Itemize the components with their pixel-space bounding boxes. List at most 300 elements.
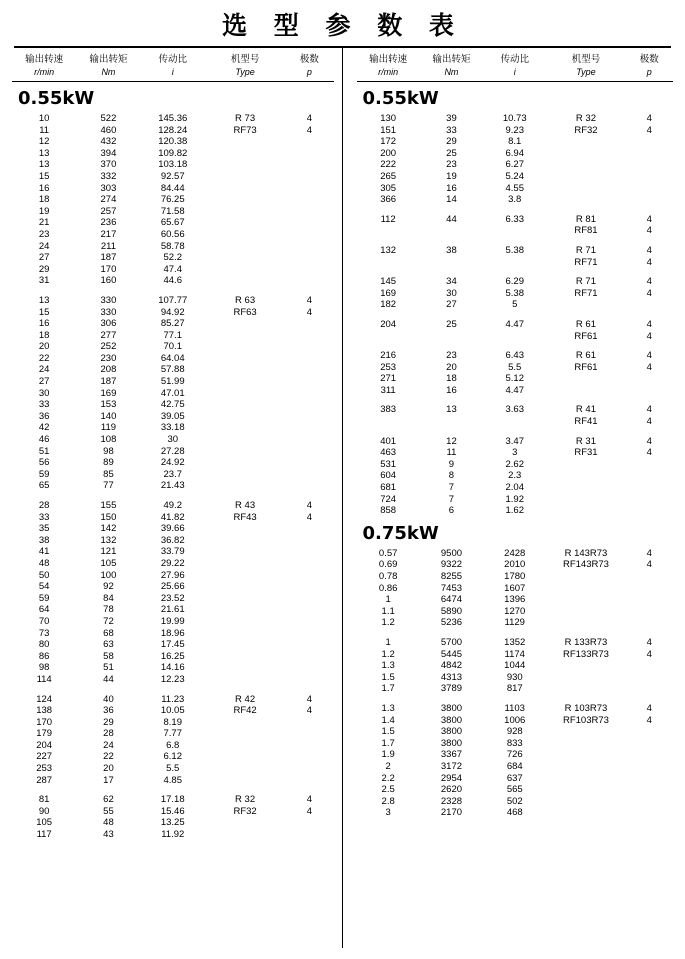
cell-ratio: 27.28 bbox=[160, 445, 185, 457]
cell-output-torque: 30 bbox=[446, 287, 457, 299]
group-spacer-cell bbox=[357, 268, 674, 276]
cell-output-torque: 43 bbox=[103, 829, 114, 841]
cell-poles bbox=[285, 159, 333, 171]
cell-type: R 32 bbox=[235, 794, 256, 806]
table-row bbox=[12, 148, 334, 160]
table-row bbox=[357, 136, 674, 148]
cell-ratio: 57.88 bbox=[160, 364, 185, 376]
cell-ratio: 76.25 bbox=[160, 194, 185, 206]
cell-ratio: 10.05 bbox=[160, 705, 185, 717]
cell-ratio: 21.61 bbox=[160, 604, 185, 616]
cell-poles bbox=[626, 373, 673, 385]
cell-poles: 4 bbox=[306, 693, 313, 705]
cell-output-torque: 3172 bbox=[440, 760, 463, 772]
cell-output-speed: 265 bbox=[380, 170, 397, 182]
cell-ratio: 94.92 bbox=[160, 306, 185, 318]
cell-poles bbox=[285, 546, 333, 558]
cell-output-torque: 6 bbox=[448, 505, 455, 517]
cell-poles bbox=[285, 674, 333, 686]
cell-ratio: 17.45 bbox=[160, 639, 185, 651]
header-unit-type: Type bbox=[576, 67, 596, 77]
cell-output-torque: 522 bbox=[100, 113, 117, 124]
cell-type: R 32 bbox=[575, 113, 596, 124]
cell-ratio: 6.27 bbox=[505, 159, 524, 171]
cell-type bbox=[205, 817, 285, 829]
cell-output-torque: 211 bbox=[100, 240, 117, 252]
cell-output-speed: 271 bbox=[380, 373, 397, 385]
cell-output-speed: 1.3 bbox=[381, 660, 395, 672]
cell-output-speed: 858 bbox=[380, 505, 397, 517]
page-title-wrap bbox=[12, 0, 673, 44]
cell-poles: 4 bbox=[646, 213, 652, 225]
cell-output-torque: 40 bbox=[103, 693, 114, 705]
cell-output-torque bbox=[420, 225, 483, 237]
cell-type: R 103R73 bbox=[564, 702, 608, 714]
cell-output-torque: 89 bbox=[103, 457, 114, 469]
header-unit-i: i bbox=[171, 67, 174, 77]
table-row bbox=[357, 245, 674, 257]
cell-output-speed: 366 bbox=[380, 194, 397, 206]
table-row bbox=[12, 751, 334, 763]
group-spacer bbox=[357, 311, 674, 319]
header-output-speed: 输出转速 bbox=[369, 54, 408, 65]
table-row bbox=[12, 330, 334, 342]
cell-output-torque: 55 bbox=[103, 805, 114, 817]
cell-ratio: 1.62 bbox=[505, 505, 524, 517]
cell-type: RF32 bbox=[233, 805, 257, 817]
cell-poles: 4 bbox=[646, 559, 652, 571]
cell-ratio: 128.24 bbox=[158, 124, 188, 136]
cell-poles bbox=[285, 229, 333, 241]
cell-output-torque: 98 bbox=[103, 445, 114, 457]
cell-output-torque: 236 bbox=[100, 217, 117, 229]
cell-output-torque: 92 bbox=[103, 581, 114, 593]
table-row bbox=[12, 570, 334, 582]
table-row bbox=[12, 639, 334, 651]
cell-type bbox=[205, 469, 285, 481]
cell-poles bbox=[285, 136, 333, 148]
cell-output-torque: 153 bbox=[100, 399, 117, 411]
cell-poles bbox=[285, 241, 333, 253]
cell-output-speed: 130 bbox=[380, 113, 397, 124]
cell-poles: 4 bbox=[646, 361, 652, 373]
cell-poles bbox=[285, 446, 333, 458]
cell-output-speed: 253 bbox=[380, 361, 397, 373]
header-unit-rpm: r/min bbox=[378, 67, 399, 77]
header-poles: 极数 bbox=[299, 54, 319, 65]
table-row bbox=[357, 761, 674, 773]
cell-ratio: 36.82 bbox=[160, 534, 185, 546]
table-row bbox=[357, 606, 674, 618]
table-row bbox=[12, 728, 334, 740]
cell-ratio: 51.99 bbox=[160, 376, 185, 388]
cell-type: RF63 bbox=[233, 306, 257, 318]
cell-poles: 4 bbox=[646, 404, 652, 416]
cell-output-speed: 33 bbox=[38, 399, 50, 411]
table-row bbox=[357, 784, 674, 796]
cell-output-torque: 330 bbox=[100, 306, 117, 318]
table-row bbox=[357, 447, 674, 459]
cell-output-torque: 142 bbox=[100, 523, 117, 535]
cell-output-torque: 20 bbox=[446, 361, 457, 373]
table-row bbox=[12, 651, 334, 663]
cell-output-torque: 217 bbox=[100, 228, 117, 240]
table-row bbox=[357, 559, 674, 571]
cell-output-torque: 3789 bbox=[440, 683, 463, 695]
cell-ratio: 19.99 bbox=[160, 615, 185, 627]
cell-type: R 73 bbox=[235, 113, 256, 124]
cell-type bbox=[205, 264, 285, 276]
cell-ratio: 502 bbox=[506, 795, 523, 807]
cell-poles bbox=[285, 651, 333, 663]
cell-type bbox=[205, 674, 285, 686]
cell-poles bbox=[626, 672, 673, 684]
cell-output-speed: 151 bbox=[380, 124, 397, 136]
cell-output-torque: 2620 bbox=[440, 784, 463, 796]
cell-ratio: 3 bbox=[512, 447, 518, 459]
cell-output-speed: 463 bbox=[380, 447, 397, 459]
cell-ratio: 23.7 bbox=[163, 468, 182, 480]
table-row bbox=[357, 571, 674, 583]
cell-output-speed: 20 bbox=[38, 341, 50, 353]
table-row bbox=[357, 416, 674, 428]
cell-poles bbox=[626, 683, 673, 695]
cell-type: R 81 bbox=[575, 213, 596, 225]
cell-poles bbox=[285, 388, 333, 400]
cell-output-speed: 19 bbox=[38, 205, 50, 217]
table-row bbox=[357, 617, 674, 629]
cell-output-speed: 73 bbox=[38, 627, 50, 639]
table-row bbox=[12, 136, 334, 148]
cell-type bbox=[205, 229, 285, 241]
group-spacer bbox=[12, 287, 334, 295]
cell-ratio: 3.47 bbox=[505, 435, 524, 447]
cell-poles bbox=[285, 434, 333, 446]
cell-output-speed: 48 bbox=[38, 557, 50, 569]
cell-output-torque: 77 bbox=[103, 480, 114, 492]
cell-output-speed: 1.7 bbox=[381, 737, 395, 749]
cell-output-torque: 16 bbox=[446, 384, 457, 396]
cell-type bbox=[205, 171, 285, 183]
cell-output-torque: 3367 bbox=[440, 749, 463, 761]
cell-output-speed: 117 bbox=[36, 829, 52, 841]
header-unit-p: p bbox=[306, 67, 312, 77]
cell-poles bbox=[285, 330, 333, 342]
cell-ratio: 7.77 bbox=[163, 728, 182, 740]
cell-type bbox=[205, 581, 285, 593]
cell-output-speed: 24 bbox=[38, 364, 50, 376]
cell-output-speed: 724 bbox=[380, 493, 397, 505]
cell-type bbox=[546, 385, 625, 397]
cell-output-torque: 23 bbox=[446, 159, 457, 171]
cell-type bbox=[546, 784, 625, 796]
cell-type: R 71 bbox=[575, 276, 596, 288]
cell-poles bbox=[285, 422, 333, 434]
cell-poles: 4 bbox=[646, 416, 652, 428]
cell-ratio: 3.8 bbox=[508, 194, 522, 206]
cell-ratio: 70.1 bbox=[163, 341, 182, 353]
cell-type: RF43 bbox=[233, 511, 257, 523]
group-spacer-cell bbox=[12, 686, 334, 694]
cell-poles: 4 bbox=[306, 113, 313, 124]
cell-output-speed: 253 bbox=[36, 763, 53, 775]
cell-type: RF103R73 bbox=[562, 714, 609, 726]
cell-poles bbox=[285, 581, 333, 593]
cell-output-speed: 138 bbox=[36, 705, 53, 717]
cell-output-speed: 90 bbox=[38, 805, 50, 817]
cell-ratio: 84.44 bbox=[160, 182, 185, 194]
table-row bbox=[357, 183, 674, 195]
group-spacer bbox=[357, 237, 674, 245]
cell-type bbox=[205, 341, 285, 353]
header-type: 机型号 bbox=[230, 54, 260, 65]
cell-ratio: 930 bbox=[506, 671, 523, 683]
cell-type bbox=[205, 662, 285, 674]
cell-type bbox=[546, 459, 625, 471]
cell-type bbox=[205, 558, 285, 570]
group-spacer bbox=[357, 396, 674, 404]
table-row bbox=[12, 206, 334, 218]
cell-output-speed: 170 bbox=[36, 716, 53, 728]
cell-ratio: 49.2 bbox=[163, 500, 182, 511]
group-spacer bbox=[357, 629, 674, 637]
table-row bbox=[12, 705, 334, 717]
cell-output-torque: 85 bbox=[103, 468, 114, 480]
cell-poles: 4 bbox=[306, 500, 313, 511]
cell-ratio: 107.77 bbox=[158, 294, 188, 306]
cell-type bbox=[205, 318, 285, 330]
group-spacer-cell bbox=[357, 695, 674, 703]
cell-type bbox=[205, 775, 285, 787]
cell-poles bbox=[285, 829, 333, 841]
cell-type bbox=[205, 604, 285, 616]
right-power-label-2: 0.75kW bbox=[362, 522, 439, 544]
group-spacer bbox=[357, 428, 674, 436]
cell-output-torque: 34 bbox=[446, 276, 457, 288]
cell-type bbox=[546, 583, 625, 595]
header-ratio: 传动比 bbox=[158, 54, 187, 65]
cell-ratio: 5.12 bbox=[505, 373, 524, 385]
cell-output-torque: 252 bbox=[100, 341, 117, 353]
cell-output-speed: 18 bbox=[38, 329, 50, 341]
cell-type bbox=[546, 617, 625, 629]
table-row bbox=[12, 183, 334, 195]
cell-poles bbox=[285, 570, 333, 582]
cell-output-torque bbox=[420, 416, 483, 428]
table-row bbox=[12, 388, 334, 400]
cell-type: RF41 bbox=[574, 416, 598, 428]
cell-ratio: 9.23 bbox=[505, 124, 524, 136]
cell-type: R 41 bbox=[575, 404, 596, 416]
cell-ratio bbox=[483, 225, 546, 237]
cell-output-torque: 303 bbox=[100, 182, 117, 194]
cell-ratio: 6.33 bbox=[505, 213, 524, 225]
cell-ratio: 4.47 bbox=[505, 384, 524, 396]
cell-output-speed: 1.2 bbox=[381, 648, 395, 660]
cell-type bbox=[546, 761, 625, 773]
cell-ratio: 2010 bbox=[504, 559, 526, 571]
cell-poles bbox=[285, 217, 333, 229]
cell-type bbox=[205, 829, 285, 841]
cell-type bbox=[546, 807, 625, 819]
cell-output-torque: 13 bbox=[446, 404, 457, 416]
cell-output-speed: 1 bbox=[385, 636, 391, 648]
header-unit-nm: Nm bbox=[444, 67, 459, 77]
cell-output-torque: 132 bbox=[100, 534, 117, 546]
cell-ratio: 23.52 bbox=[160, 592, 185, 604]
cell-poles bbox=[285, 662, 333, 674]
cell-type bbox=[205, 399, 285, 411]
table-row bbox=[12, 307, 334, 319]
cell-ratio: 5.38 bbox=[505, 244, 524, 256]
cell-ratio: 60.56 bbox=[160, 228, 185, 240]
cell-poles: 4 bbox=[306, 805, 313, 817]
table-row bbox=[357, 373, 674, 385]
table-row bbox=[12, 264, 334, 276]
cell-ratio: 30 bbox=[167, 434, 179, 446]
cell-type: R 61 bbox=[575, 318, 596, 330]
cell-ratio: 29.22 bbox=[160, 557, 185, 569]
group-spacer-cell bbox=[357, 206, 674, 214]
cell-ratio: 5.5 bbox=[166, 763, 180, 775]
table-row bbox=[357, 171, 674, 183]
cell-output-torque: 230 bbox=[100, 352, 117, 364]
table-row bbox=[357, 319, 674, 331]
table-row bbox=[12, 480, 334, 492]
cell-output-torque: 370 bbox=[100, 159, 117, 171]
cell-output-torque: 9322 bbox=[440, 559, 463, 571]
cell-type bbox=[205, 546, 285, 558]
cell-type bbox=[205, 159, 285, 171]
table-row bbox=[357, 214, 674, 226]
cell-poles bbox=[626, 796, 673, 808]
cell-output-speed: 105 bbox=[36, 817, 53, 829]
group-spacer-cell bbox=[12, 492, 334, 500]
cell-output-speed: 114 bbox=[36, 673, 52, 685]
cell-output-speed: 15 bbox=[38, 306, 50, 318]
cell-output-speed: 0.69 bbox=[378, 559, 398, 571]
cell-output-speed: 383 bbox=[380, 404, 397, 416]
cell-output-speed: 65 bbox=[38, 480, 50, 492]
table-row bbox=[12, 694, 334, 706]
cell-output-speed: 13 bbox=[38, 294, 50, 306]
cell-output-torque: 208 bbox=[100, 364, 117, 376]
cell-type bbox=[546, 738, 625, 750]
table-row bbox=[12, 806, 334, 818]
cell-output-speed: 1.5 bbox=[381, 726, 395, 738]
cell-ratio: 1607 bbox=[504, 582, 526, 594]
cell-type bbox=[205, 364, 285, 376]
cell-output-torque: 39 bbox=[446, 113, 457, 124]
cell-output-torque: 3800 bbox=[440, 737, 463, 749]
cell-ratio: 565 bbox=[506, 784, 523, 796]
cell-output-torque: 9500 bbox=[440, 547, 463, 559]
cell-type bbox=[546, 672, 625, 684]
cell-output-speed: 1.2 bbox=[381, 617, 395, 629]
cell-poles bbox=[626, 784, 673, 796]
cell-ratio: 833 bbox=[506, 737, 523, 749]
cell-ratio: 3.63 bbox=[505, 404, 524, 416]
cell-ratio: 21.43 bbox=[160, 480, 185, 492]
cell-output-speed bbox=[357, 416, 420, 428]
table-row bbox=[357, 470, 674, 482]
cell-output-torque: 4842 bbox=[440, 660, 463, 672]
table-row bbox=[12, 434, 334, 446]
cell-type bbox=[205, 717, 285, 729]
cell-poles bbox=[285, 593, 333, 605]
cell-type bbox=[205, 616, 285, 628]
cell-output-speed: 287 bbox=[36, 774, 53, 786]
cell-type bbox=[546, 470, 625, 482]
cell-output-speed: 27 bbox=[38, 376, 50, 388]
cell-output-speed: 80 bbox=[38, 639, 50, 651]
cell-poles bbox=[285, 523, 333, 535]
cell-poles: 4 bbox=[646, 702, 652, 714]
table-row bbox=[357, 288, 674, 300]
cell-ratio: 6.29 bbox=[505, 276, 524, 288]
cell-output-torque: 3800 bbox=[440, 714, 463, 726]
group-spacer-cell bbox=[357, 342, 674, 350]
cell-output-torque: 29 bbox=[103, 716, 114, 728]
cell-output-speed: 169 bbox=[380, 287, 397, 299]
table-row bbox=[357, 331, 674, 343]
cell-type bbox=[205, 523, 285, 535]
cell-type: RF71 bbox=[574, 256, 598, 268]
right-data-table-2 bbox=[357, 548, 674, 819]
cell-output-torque: 2328 bbox=[440, 795, 463, 807]
table-row bbox=[357, 715, 674, 727]
cell-output-speed: 172 bbox=[380, 136, 397, 148]
cell-ratio: 47.4 bbox=[163, 263, 182, 275]
cell-poles: 4 bbox=[646, 256, 652, 268]
cell-poles: 4 bbox=[646, 330, 652, 342]
cell-type bbox=[205, 353, 285, 365]
group-spacer-cell bbox=[357, 428, 674, 436]
cell-type: RF133R73 bbox=[562, 648, 609, 660]
cell-type bbox=[546, 606, 625, 618]
cell-poles: 4 bbox=[646, 350, 652, 362]
cell-output-speed: 200 bbox=[380, 147, 397, 159]
group-spacer bbox=[357, 695, 674, 703]
header-output-torque: 输出转矩 bbox=[432, 54, 471, 65]
cell-ratio: 1129 bbox=[504, 617, 525, 629]
table-row bbox=[357, 660, 674, 672]
table-row bbox=[357, 436, 674, 448]
cell-output-torque: 23 bbox=[446, 350, 457, 362]
cell-ratio: 1352 bbox=[504, 636, 526, 648]
cell-type: RF61 bbox=[574, 361, 598, 373]
cell-output-speed: 0.78 bbox=[378, 571, 398, 582]
cell-type bbox=[205, 639, 285, 651]
table-row bbox=[357, 703, 674, 715]
cell-output-speed: 86 bbox=[38, 650, 50, 662]
cell-ratio: 71.58 bbox=[160, 205, 185, 217]
cell-ratio: 5.5 bbox=[508, 361, 522, 373]
cell-type bbox=[205, 651, 285, 663]
cell-output-torque: 330 bbox=[100, 294, 117, 306]
cell-poles: 4 bbox=[646, 287, 652, 299]
table-row bbox=[357, 257, 674, 269]
cell-poles bbox=[626, 660, 673, 672]
cell-poles bbox=[626, 159, 673, 171]
cell-output-speed: 311 bbox=[380, 384, 396, 396]
table-row bbox=[357, 548, 674, 560]
table-row bbox=[357, 362, 674, 374]
cell-poles: 4 bbox=[306, 124, 313, 136]
cell-type bbox=[205, 148, 285, 160]
cell-type bbox=[546, 773, 625, 785]
cell-ratio: 14.16 bbox=[160, 662, 185, 674]
